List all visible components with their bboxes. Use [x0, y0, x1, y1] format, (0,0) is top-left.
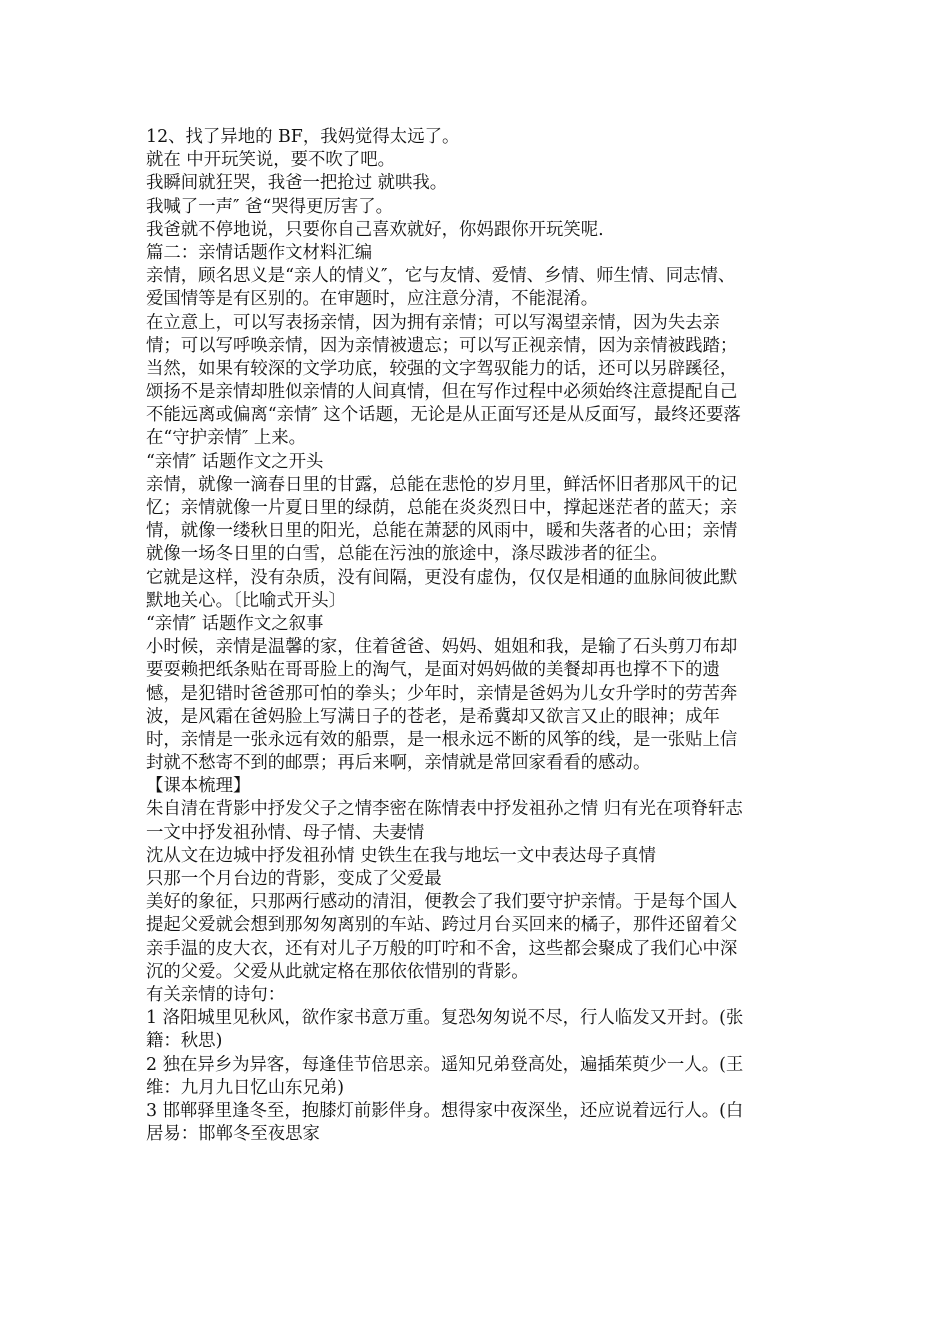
text-line: 亲情，就像一滴春日里的甘露，总能在悲怆的岁月里，鲜活怀旧者那风干的记: [146, 474, 738, 495]
text-line: 颂扬不是亲情却胜似亲情的人间真情，但在写作过程中必须始终注意提配自己: [146, 382, 738, 403]
text-line: 提起父爱就会想到那匆匆离别的车站、跨过月台买回来的橘子，那件还留着父: [146, 915, 738, 936]
text-line: 小时候，亲情是温馨的家，住着爸爸、妈妈、姐姐和我，是输了石头剪刀布却: [146, 637, 738, 658]
text-line: 维：九月九日忆山东兄弟): [146, 1077, 345, 1098]
text-line: 忆；亲情就像一片夏日里的绿荫，总能在炎炎烈日中，撑起迷茫者的蓝天；亲: [146, 498, 738, 518]
text-line: 波，是风霜在爸妈脸上写满日子的苍老，是希冀却又欲言又止的眼神；成年: [146, 706, 720, 727]
text-line: 我喊了一声″ 爸“哭得更厉害了。: [146, 196, 393, 217]
text-line: 当然，如果有较深的文学功底，较强的文字驾驭能力的话，还可以另辟蹊径，: [146, 358, 738, 379]
text-line: 在“守护亲情″ 上来。: [146, 428, 307, 449]
text-line: 要耍赖把纸条贴在哥哥脸上的淘气，是面对妈妈做的美餐却再也撑不下的遗: [146, 660, 720, 681]
section-heading: 篇二：亲情话题作文材料汇编: [146, 242, 373, 263]
text-line: 只那一个月台边的背影，变成了父爱最: [146, 869, 442, 889]
text-line: 亲手温的皮大衣，还有对儿子万般的叮咛和不舍，这些都会聚成了我们心中深: [146, 938, 738, 959]
text-line: 不能远离或偏离“亲情″ 这个话题，无论是从正面写还是从反面写，最终还要落: [146, 405, 741, 426]
subheading: “亲情″ 话题作文之叙事: [146, 613, 324, 634]
text-line: 我瞬间就狂哭，我爸一把抢过 就哄我。: [146, 173, 448, 194]
subheading: 有关亲情的诗句：: [146, 984, 286, 1005]
text-line: 一文中抒发祖孙情、母子情、夫妻情: [146, 822, 425, 843]
text-line: 在立意上，可以写表扬亲情，因为拥有亲情；可以写渴望亲情，因为失去亲: [146, 312, 720, 333]
text-line: 籍：秋思): [146, 1031, 223, 1052]
text-line: 沉的父爱。父爱从此就定格在那依依惜别的背影。: [146, 961, 529, 982]
text-line: 爱国情等是有区别的。在审题时，应注意分清，不能混淆。: [146, 289, 599, 310]
subheading: “亲情″ 话题作文之开头: [146, 451, 324, 472]
text-line: 2 独在异乡为异客，每逢佳节倍思亲。遥知兄弟登高处，遍插茱萸少一人。(王: [146, 1054, 744, 1075]
text-line: 居易：邯郸冬至夜思家: [146, 1124, 320, 1145]
text-line: 它就是这样，没有杂质，没有间隔，更没有虚伪，仅仅是相通的血脉间彼此默: [146, 567, 738, 588]
text-line: 憾，是犯错时爸爸那可怕的拳头；少年时，亲情是爸妈为儿女升学时的劳苦奔: [146, 683, 738, 704]
text-line: 亲情，顾名思义是“亲人的情义″，它与友情、爱情、乡情、师生情、同志情、: [146, 266, 736, 287]
subheading: 【课本梳理】: [146, 776, 251, 797]
text-line: 3 邯郸驿里逢冬至，抱膝灯前影伴身。想得家中夜深坐，还应说着远行人。(白: [146, 1100, 744, 1121]
text-line: 就像一场冬日里的白雪，总能在污浊的旅途中，涤尽跋涉者的征尘。: [146, 544, 668, 565]
document-body: [146, 126, 806, 1146]
text-line: 朱自清在背影中抒发父子之情李密在陈情表中抒发祖孙之情 归有光在项脊轩志: [146, 799, 743, 820]
text-line: 时，亲情是一张永远有效的船票，是一根永远不断的风筝的线，是一张贴上信: [146, 729, 738, 750]
text-line: 封就不愁寄不到的邮票；再后来啊，亲情就是常回家看看的感动。: [146, 753, 651, 774]
text-line: 我爸就不停地说，只要你自己喜欢就好，你妈跟你开玩笑呢.: [146, 219, 604, 240]
text-line: 12、找了异地的 BF，我妈觉得太远了。: [146, 127, 460, 147]
text-line: 情；可以写呼唤亲情，因为亲情被遗忘；可以写正视亲情，因为亲情被践踏；: [146, 335, 738, 356]
text-line: 美好的象征，只那两行感动的清泪，便教会了我们要守护亲情。于是每个国人: [146, 892, 738, 913]
text-line: 沈从文在边城中抒发祖孙情 史铁生在我与地坛一文中表达母子真情: [146, 845, 656, 866]
text-line: 情，就像一缕秋日里的阳光，总能在萧瑟的风雨中，暖和失落者的心田；亲情: [146, 521, 738, 542]
text-line: 1 洛阳城里见秋风，欲作家书意万重。复恐匆匆说不尽，行人临发又开封。(张: [146, 1008, 744, 1029]
text-line: 默地关心。〔比喻式开头〕: [146, 590, 346, 611]
text-line: 就在 中开玩笑说，要不吹了吧。: [146, 150, 395, 171]
